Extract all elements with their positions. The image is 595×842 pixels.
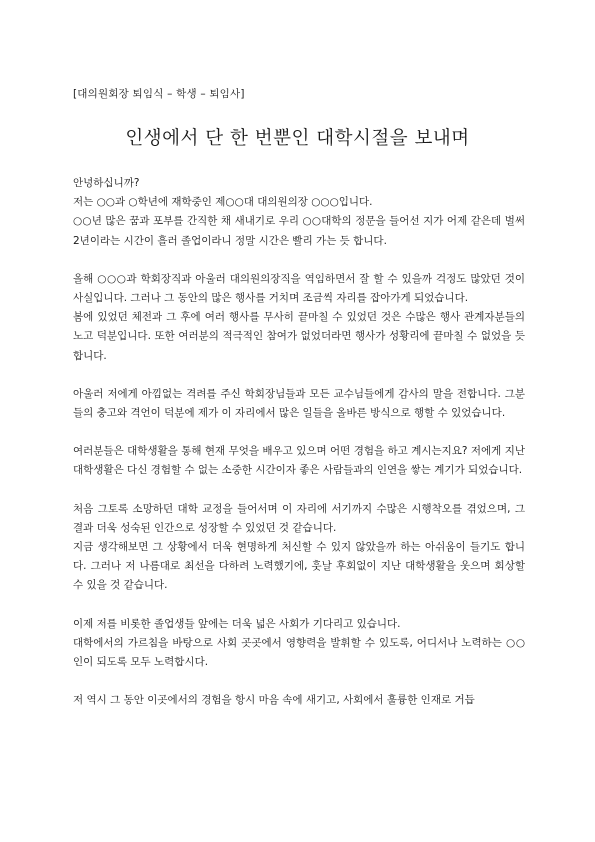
paragraph: 올해 ○○○과 학회장직과 아울러 대의원의장직을 역임하면서 잘 할 수 있을까 걱정도 많았던 것이 사실입니다. 그러나 그 동안의 많은 행사를 거치며 조금씩 자리를 잡아가게 되었습니다. [73, 272, 525, 305]
paragraph: ○○년 많은 꿈과 포부를 간직한 채 새내기로 우리 ○○대학의 정문을 들어선 지가 어제 같은데 벌써 2년이라는 시간이 흘러 졸업이라니 정말 시간은 빨리 가는 듯 합니다. [73, 215, 525, 247]
header-tag: [대의원회장 퇴임식 – 학생 – 퇴임사] [73, 88, 245, 100]
paragraph: 저는 ○○과 ○학년에 재학중인 제○○대 대의원의장 ○○○입니다. [73, 196, 373, 209]
paragraph: 저 역시 그 동안 이곳에서의 경험을 항시 마음 속에 새기고, 사회에서 훌륭한 인재로 거듭 [73, 694, 475, 707]
paragraph: 여러분들은 대학생활을 통해 현재 무엇을 배우고 있으며 어떤 경험을 하고 계시는지요? 저에게 지난 대학생활은 다신 경험할 수 없는 소중한 시간이자 좋은 사람들과의 인연을 쌓는 계기가 되었습니다. [73, 445, 525, 477]
document-title: 인생에서 단 한 번뿐인 대학시절을 보내며 [125, 128, 470, 149]
paragraph: 대학에서의 가르침을 바탕으로 사회 곳곳에서 영향력을 발휘할 수 있도록, 어디서나 노력하는 ○○인이 되도록 모두 노력합시다. [73, 636, 525, 669]
paragraph: 안녕하십니까? [73, 177, 140, 189]
paragraph: 지금 생각해보면 그 상황에서 더욱 현명하게 처신할 수 있지 않았을까 하는 아쉬움이 들기도 합니다. 그러나 저 나름대로 최선을 다하려 노력했기에, 훗날 후회없이 지난 대학생활을 웃으며 회상할 수 있을 것 같습니다. [73, 541, 525, 592]
document-body [73, 174, 525, 710]
paragraph: 처음 그토록 소망하던 대학 교정을 들어서며 이 자리에 서기까지 수많은 시행착오를 겪었으며, 그 결과 더욱 성숙된 인간으로 성장할 수 있었던 것 같습니다. [73, 502, 525, 534]
paragraph: 봄에 있었던 체전과 그 후에 여러 행사를 무사히 끝마칠 수 있었던 것은 수많은 행사 관계자분들의 노고 덕분입니다. 또한 여러분의 적극적인 참여가 없었더라면 행사가 성황리에 끝마칠 수 없었을 듯 합니다. [73, 311, 525, 362]
paragraph: 아울러 저에게 아낌없는 격려를 주신 학회장님들과 모든 교수님들에게 감사의 말을 전합니다. 그분들의 충고와 격언이 덕분에 제가 이 자리에서 많은 일들을 올바른 방식으로 행할 수 있었습니다. [73, 387, 525, 420]
paragraph: 이제 저를 비롯한 졸업생들 앞에는 더욱 넓은 사회가 기다리고 있습니다. [73, 617, 401, 630]
